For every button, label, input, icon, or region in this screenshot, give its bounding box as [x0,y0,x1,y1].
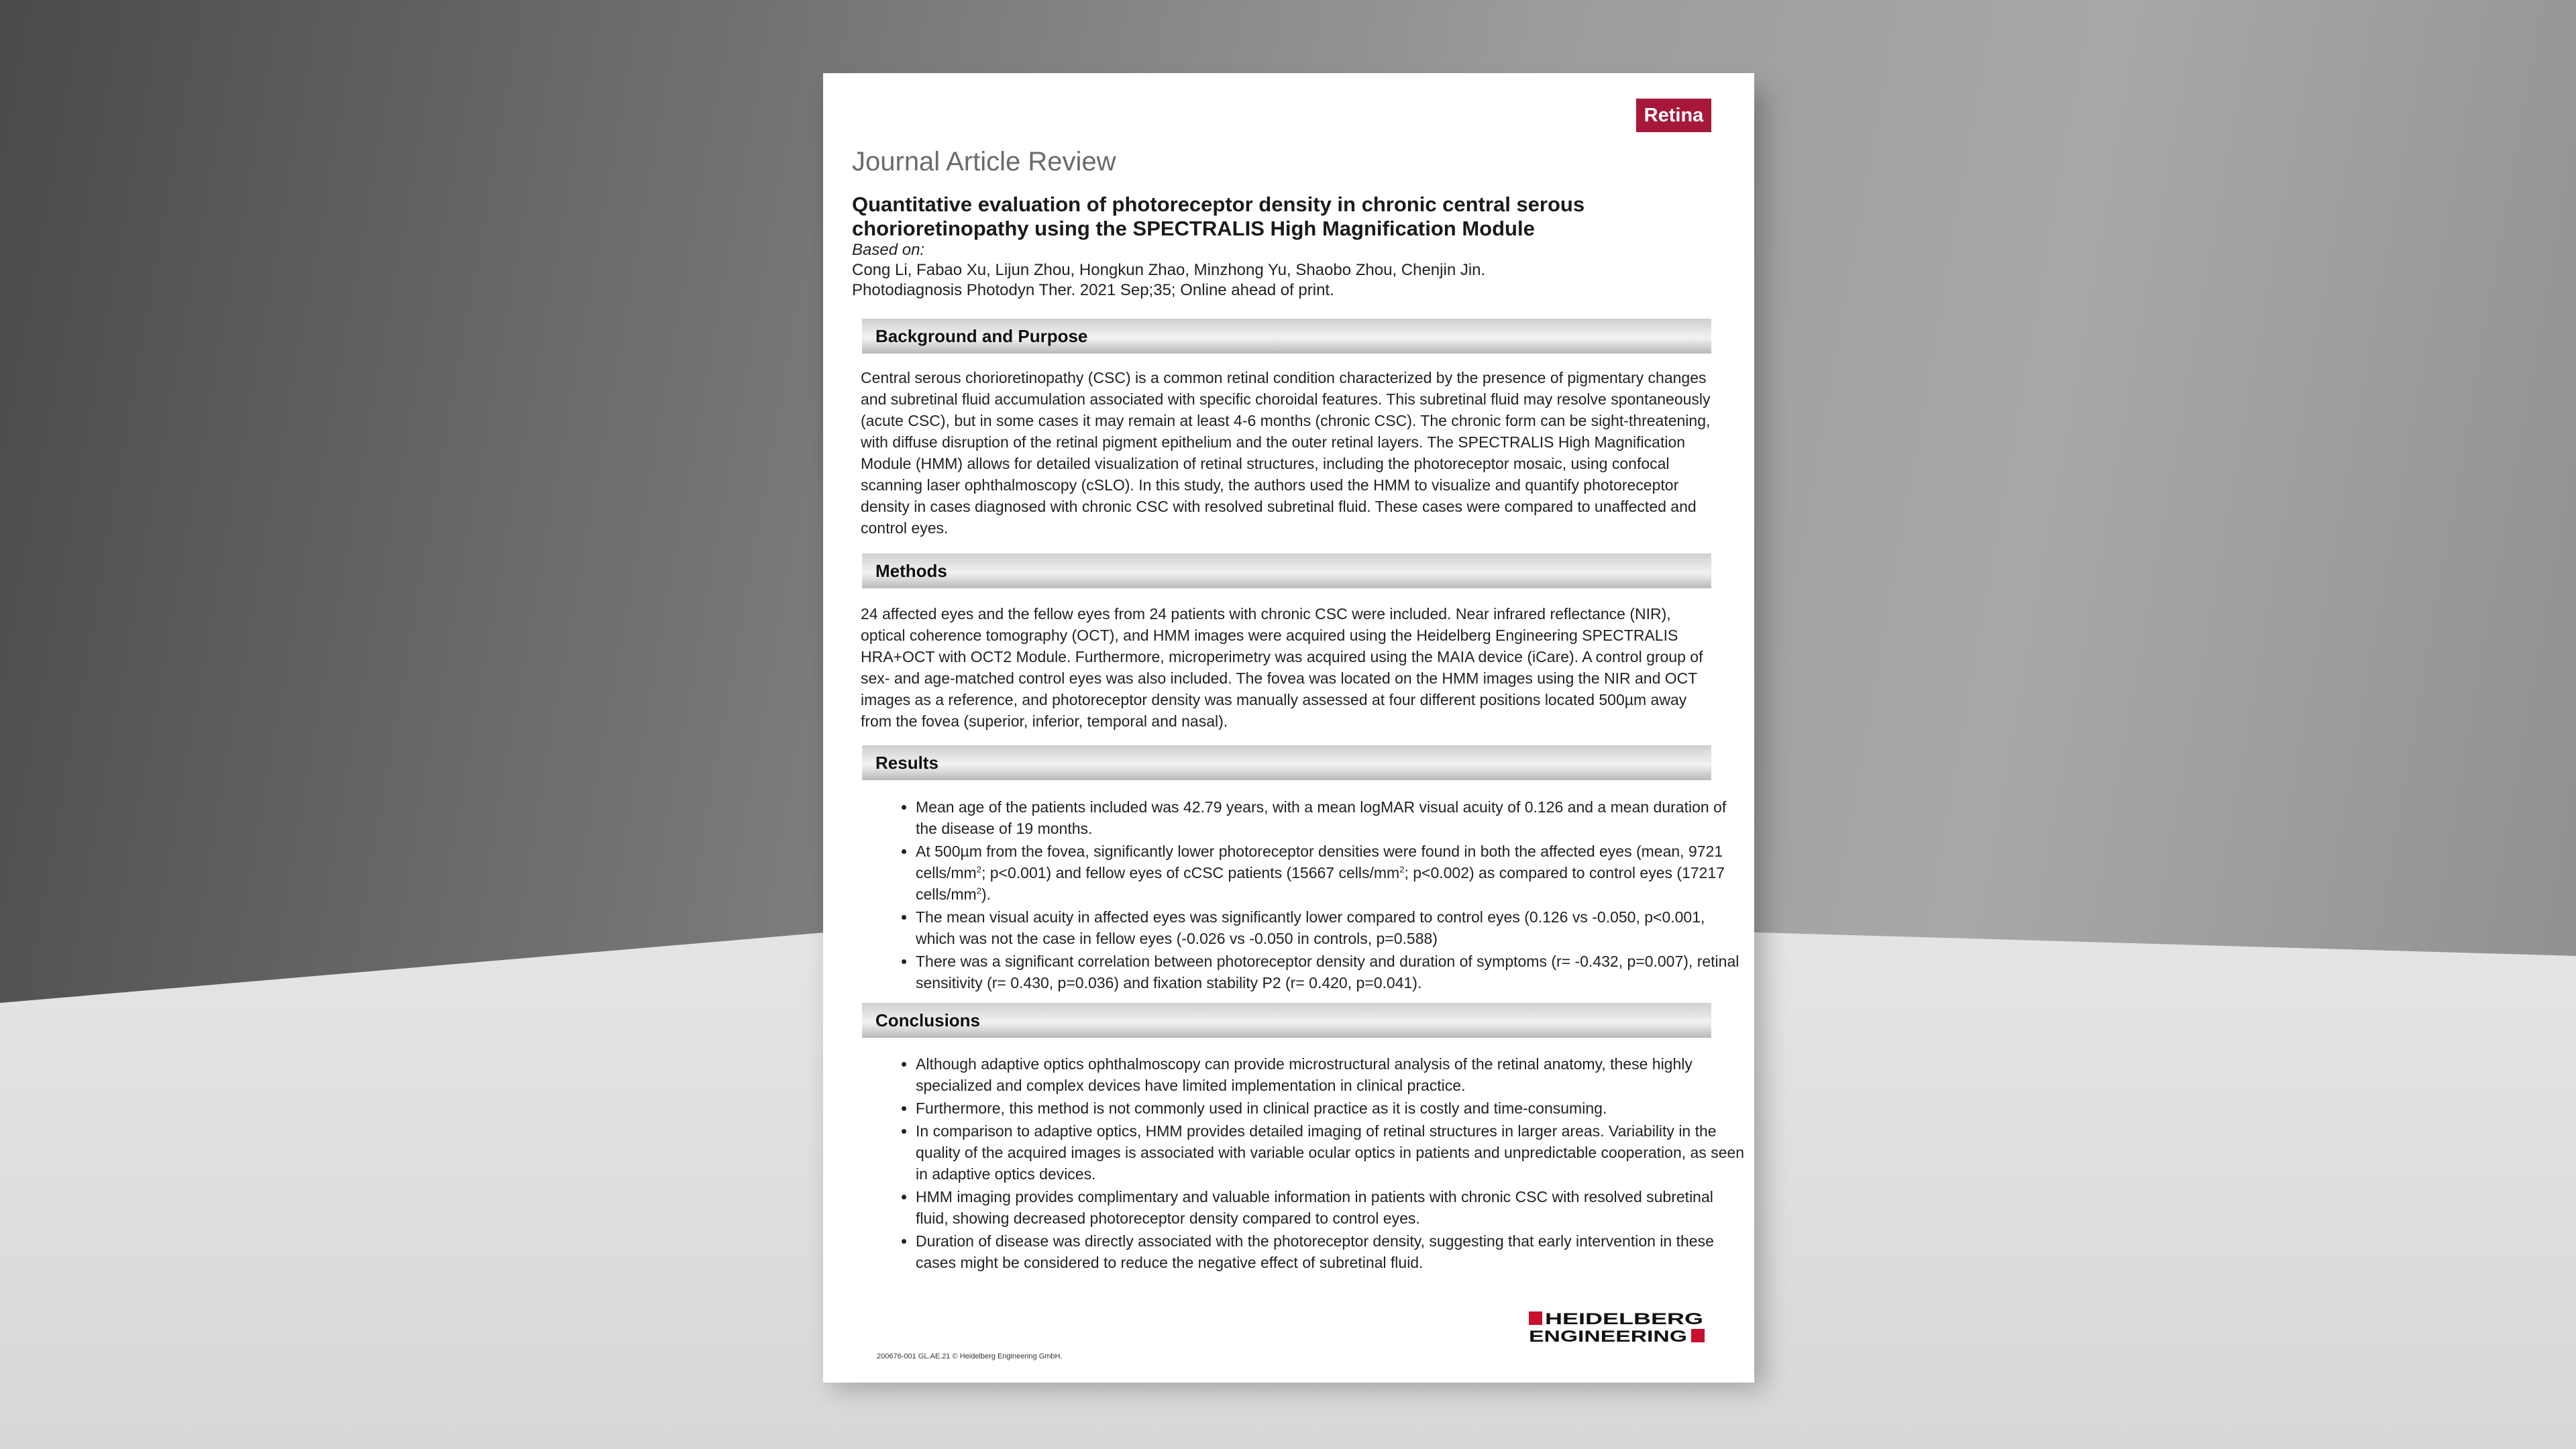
document-footnote: 200676-001 GL.AE.21 © Heidelberg Engineering GmbH. [877,1352,1063,1360]
list-item: • There was a significant correlation between photoreceptor density and duration of symptoms (r= -0.432, p=0.007), retinal sensitivity (r= 0.430, p=0.036) and fixation stability P2 (r= 0.420, p=0.041). [916,951,1748,994]
section-heading-conclusions: Conclusions [862,1003,1711,1038]
document-page [823,73,1754,1383]
section-heading-results: Results [862,745,1711,780]
list-item: • Mean age of the patients included was 42.79 years, with a mean logMAR visual acuity of 0.126 and a mean duration of the disease of 19 months. [916,796,1748,839]
list-item: • Although adaptive optics ophthalmoscopy can provide microstructural analysis of the retinal anatomy, these highly specialized and complex devices have limited implementation in clinical practice. [916,1053,1748,1096]
logo-square-bottom-icon [1691,1329,1705,1342]
background-paragraph: Central serous chorioretinopathy (CSC) is a common retinal condition characterized by the presence of pigmentary changes and subretinal fluid accumulation associated with specific choroidal features. This subretinal fluid may resolve spontaneously (acute CSC), but in some cases it may remain at least 4-6 months (chronic CSC). The chronic form can be sight-threatening, with diffuse disruption of the retinal pigment epithelium and the outer retinal layers. The SPECTRALIS High Magnification Module (HMM) allows for detailed visualization of retinal structures, including the photoreceptor mosaic, using confocal scanning laser ophthalmoscopy (cSLO). In this study, the authors used the HMM to visualize and quantify photoreceptor density in cases diagnosed with chronic CSC with resolved subretinal fluid. These cases were compared to unaffected and control eyes. [861,369,1711,537]
list-item: • In comparison to adaptive optics, HMM provides detailed imaging of retinal structures in larger areas. Variability in the quality of the acquired images is associated with variable ocular optics in patients and unpredictable cooperation, as seen in adaptive optics devices. [916,1120,1748,1185]
conclusions-list [875,1053,1748,1275]
heidelberg-logo [1527,1309,1715,1344]
list-item: • The mean visual acuity in affected eyes was significantly lower compared to control eyes (0.126 vs -0.050, p<0.001, which was not the case in fellow eyes (-0.026 vs -0.050 in controls, p=0.588) [916,906,1748,949]
section-heading-background: Background and Purpose [862,319,1711,354]
document-kicker: Journal Article Review [852,147,1116,176]
article-title: Quantitative evaluation of photoreceptor density in chronic central serous chorioretinopathy using the SPECTRALIS High Magnification Module [852,193,1585,240]
section-heading-methods: Methods [862,553,1711,588]
list-item: • At 500µm from the fovea, significantly lower photoreceptor densities were found in both the affected eyes (mean, 9721 cells/$mm^2$; p<0.001) and fellow eyes of cCSC patients (15667 cells/$mm^2$; p<0.002) as compared to control eyes (17217 cells/$mm^2$). [916,841,1748,905]
list-item: • HMM imaging provides complimentary and valuable information in patients with chronic CSC with resolved subretinal fluid, showing decreased photoreceptor density compared to control eyes. [916,1186,1748,1229]
journal-citation: Photodiagnosis Photodyn Ther. 2021 Sep;35; Online ahead of print. [852,281,1334,299]
list-item: • Duration of disease was directly associated with the photoreceptor density, suggesting that early intervention in these cases might be considered to reduce the negative effect of subretinal fluid. [916,1230,1748,1273]
logo-line2: ENGINEERING [1529,1328,1687,1344]
author-list: Cong Li, Fabao Xu, Lijun Zhou, Hongkun Zhao, Minzhong Yu, Shaobo Zhou, Chenjin Jin. [852,261,1486,279]
category-tag: Retina [1636,99,1711,132]
logo-square-top-icon [1529,1311,1542,1325]
methods-paragraph: 24 affected eyes and the fellow eyes from 24 patients with chronic CSC were included. Near infrared reflectance (NIR), optical coherence tomography (OCT), and HMM images were acquired using the Heidelberg Engineering SPECTRALIS HRA+OCT with OCT2 Module. Furthermore, microperimetry was acquired using the MAIA device (iCare). A control group of sex- and age-matched control eyes was also included. The fovea was located on the HMM images using the NIR and OCT images as a reference, and photoreceptor density was manually assessed at four different positions located 500µm away from the fovea (superior, inferior, temporal and nasal). [861,605,1703,730]
citation-block [852,240,1724,301]
list-item: • Furthermore, this method is not commonly used in clinical practice as it is costly and time-consuming. [916,1097,1748,1119]
results-list [875,796,1748,995]
based-on-label: Based on: [852,241,925,259]
logo-line1: HEIDELBERG [1545,1310,1703,1328]
